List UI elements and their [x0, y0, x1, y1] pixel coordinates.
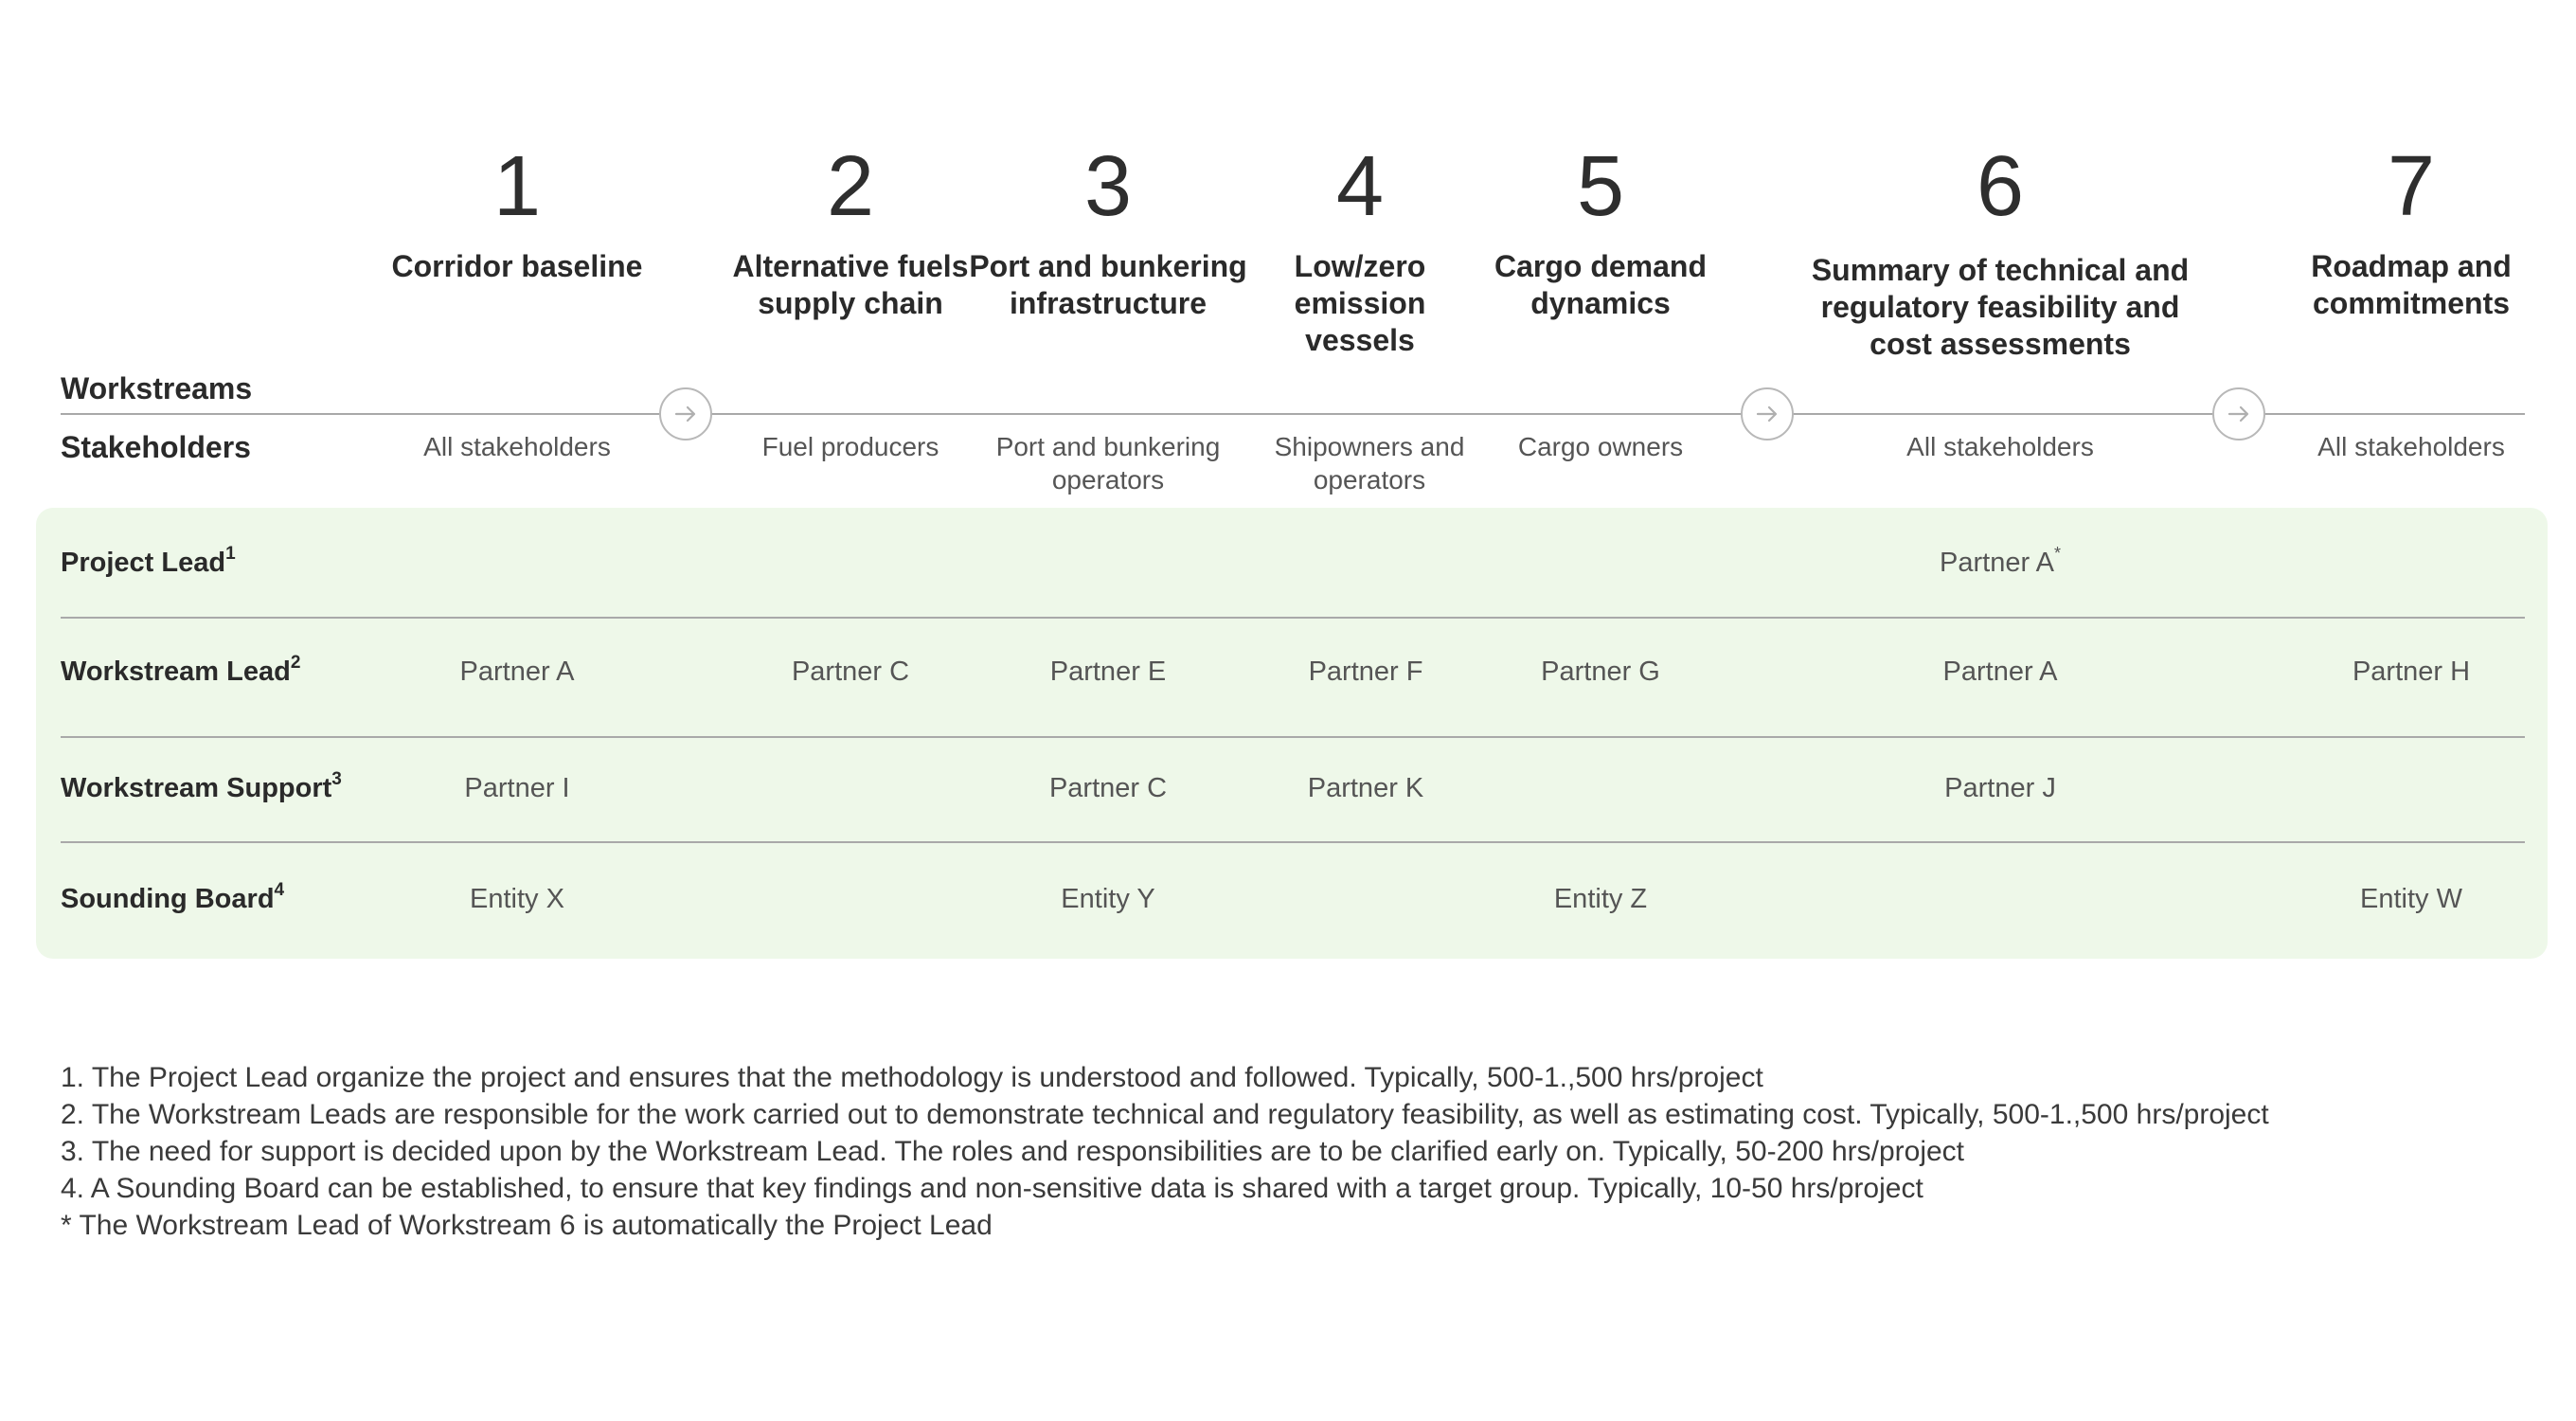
arrow-right-icon: [659, 387, 712, 441]
footnote-ref: 1: [225, 544, 236, 564]
workstream-title: Corridor baseline: [391, 249, 643, 283]
stakeholder-label: All stakeholders: [423, 432, 611, 461]
workstream-number: 4: [1335, 139, 1385, 234]
row-label-project-lead: [61, 544, 236, 579]
workstream-title: Low/zero emission vessels: [1294, 249, 1426, 357]
footnotes: [61, 1059, 2269, 1244]
row-divider: [61, 617, 2525, 619]
stakeholder-label: Cargo owners: [1517, 432, 1684, 461]
workstream-number: 2: [826, 139, 875, 234]
footnote-ref: 2: [290, 653, 301, 673]
cell-text: Partner A: [1940, 548, 2054, 578]
cell-sounding-board-1: Entity X: [470, 884, 564, 914]
arrow-right-icon: [2212, 387, 2265, 441]
row-label-workstream-support: [61, 769, 342, 804]
footnote-ref: 4: [274, 880, 285, 900]
cell-workstream-support-1: Partner I: [464, 773, 570, 803]
cell-workstream-lead-2: Partner C: [791, 657, 910, 687]
cell-sounding-board-3: Entity Y: [1061, 884, 1155, 914]
row-label-text: Workstream Support: [61, 773, 332, 803]
footnote-3: 3. The need for support is decided upon by the Workstream Lead. The roles and responsibilities are to be clarified early on. Typically, 50-200 hrs/project: [61, 1136, 1965, 1167]
cell-project-lead-6: [1858, 544, 2142, 579]
stakeholder-label: All stakeholders: [1906, 432, 2094, 461]
row-label-text: Sounding Board: [61, 884, 275, 914]
footnote-4: 4. A Sounding Board can be established, to ensure that key findings and non-sensitive data is shared with a target group. Typically, 10-50 hrs/project: [61, 1173, 1923, 1204]
workstream-title: Port and bunkering infrastructure: [969, 249, 1247, 320]
row-divider: [61, 841, 2525, 843]
stakeholder-label: Fuel producers: [761, 432, 939, 461]
asterisk-mark: *: [2053, 544, 2061, 563]
stakeholder-label: All stakeholders: [2317, 432, 2505, 461]
workstream-number: 3: [1083, 139, 1133, 234]
workstream-title: Roadmap and commitments: [2311, 249, 2512, 320]
footnote-1: 1. The Project Lead organize the project and ensures that the methodology is understood and followed. Typically, 500-1.,500 hrs/project: [61, 1062, 1763, 1093]
cell-workstream-lead-1: Partner A: [459, 657, 575, 687]
cell-workstream-support-4: Partner K: [1307, 773, 1424, 803]
stakeholder-label: Shipowners and operators: [1274, 432, 1465, 495]
workstream-title: Cargo demand dynamics: [1494, 249, 1708, 320]
cell-workstream-lead-4: Partner F: [1308, 657, 1423, 687]
stakeholder-label: Port and bunkering operators: [995, 432, 1221, 495]
cell-workstream-lead-3: Partner E: [1049, 657, 1167, 687]
cell-workstream-lead-6: Partner A: [1942, 657, 2058, 687]
workstream-number: 5: [1576, 139, 1625, 234]
workstream-number: 7: [2387, 139, 2436, 234]
row-label-text: Workstream Lead: [61, 657, 291, 687]
row-divider: [61, 736, 2525, 738]
footnote-asterisk: * The Workstream Lead of Workstream 6 is automatically the Project Lead: [61, 1210, 993, 1241]
stakeholders-label: Stakeholders: [61, 430, 251, 464]
row-label-text: Project Lead: [61, 548, 226, 578]
cell-workstream-support-6: Partner J: [1944, 773, 2056, 803]
workstream-number: 6: [1976, 139, 2025, 234]
row-label-sounding-board: [61, 880, 285, 915]
footnote-2: 2. The Workstream Leads are responsible for the work carried out to demonstrate technical and regulatory feasibility, as well as estimating cost. Typically, 500-1.,500 hrs/project: [61, 1099, 2269, 1130]
cell-workstream-lead-7: Partner H: [2352, 657, 2471, 687]
timeline-line: [61, 413, 2525, 415]
workstreams-label: Workstreams: [61, 371, 253, 405]
footnote-ref: 3: [331, 769, 342, 789]
workstream-title: Alternative fuels supply chain: [732, 249, 969, 320]
workstream-title: Summary of technical and regulatory feasibility and cost assessments: [1811, 253, 2190, 361]
cell-workstream-support-3: Partner C: [1048, 773, 1168, 803]
cell-workstream-lead-5: Partner G: [1541, 657, 1660, 687]
cell-sounding-board-5: Entity Z: [1553, 884, 1648, 914]
cell-sounding-board-7: Entity W: [2360, 884, 2462, 914]
arrow-right-icon: [1741, 387, 1794, 441]
workstream-number: 1: [492, 139, 542, 234]
row-label-workstream-lead: [61, 653, 301, 688]
